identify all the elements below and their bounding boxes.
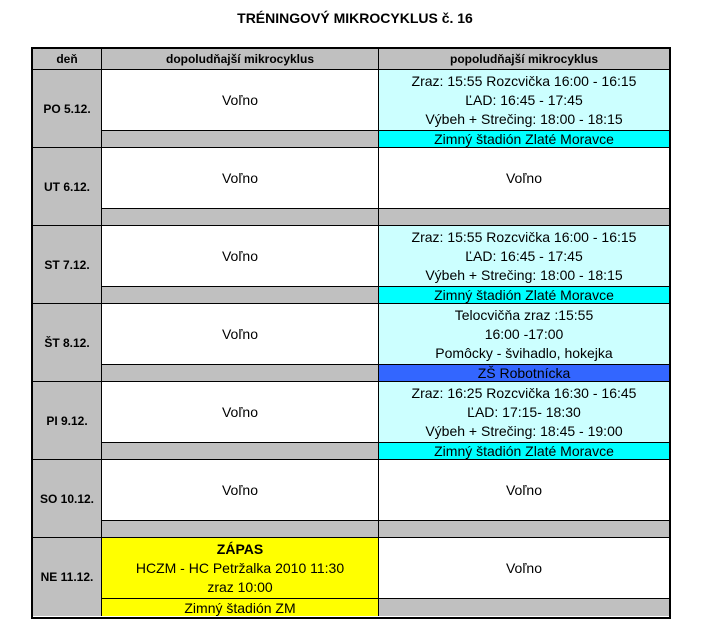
afternoon-line: Zraz: 15:55 Rozcvička 16:00 - 16:15 <box>411 228 637 245</box>
morning-location <box>102 130 379 148</box>
afternoon-line: Pomôcky - švihadlo, hokejka <box>435 344 613 361</box>
afternoon-location <box>379 208 669 226</box>
morning-cell <box>102 538 379 598</box>
afternoon-cell <box>379 148 669 208</box>
afternoon-line: Zraz: 15:55 Rozcvička 16:00 - 16:15 <box>411 72 637 89</box>
morning-cell <box>102 226 379 286</box>
afternoon-location: ZŠ Robotnícka <box>379 364 669 382</box>
afternoon-line: ĽAD: 16:45 - 17:45 <box>465 247 583 264</box>
day-label: PO 5.12. <box>33 70 102 148</box>
header-day: deň <box>33 49 102 70</box>
day-label: SO 10.12. <box>33 460 102 538</box>
page-title: TRÉNINGOVÝ MIKROCYKLUS č. 16 <box>237 10 473 26</box>
afternoon-line: Výbeh + Strečing: 18:45 - 19:00 <box>425 422 623 439</box>
afternoon-cell <box>379 304 669 364</box>
morning-line: HCZM - HC Petržalka 2010 11:30 <box>135 559 345 576</box>
afternoon-line: Voľno <box>505 169 542 186</box>
afternoon-line: Zraz: 16:25 Rozcvička 16:30 - 16:45 <box>411 384 637 401</box>
morning-cell <box>102 304 379 364</box>
afternoon-line: ĽAD: 17:15- 18:30 <box>467 403 581 420</box>
afternoon-line: 16:00 -17:00 <box>484 325 564 342</box>
day-label: UT 6.12. <box>33 148 102 226</box>
schedule-table <box>31 47 671 619</box>
afternoon-location <box>379 520 669 538</box>
morning-cell <box>102 460 379 520</box>
header-afternoon: popoludňajší mikrocyklus <box>379 49 669 70</box>
morning-line: Voľno <box>221 169 258 186</box>
morning-location <box>102 442 379 460</box>
morning-cell <box>102 148 379 208</box>
morning-location <box>102 520 379 538</box>
afternoon-cell <box>379 538 669 598</box>
morning-line: zraz 10:00 <box>207 578 273 595</box>
day-label: ŠT 8.12. <box>33 304 102 382</box>
morning-location <box>102 364 379 382</box>
day-label: PI 9.12. <box>33 382 102 460</box>
match-heading: ZÁPAS <box>216 540 264 557</box>
afternoon-cell <box>379 70 669 130</box>
afternoon-location: Zimný štadión Zlaté Moravce <box>379 442 669 460</box>
morning-location <box>102 208 379 226</box>
afternoon-cell <box>379 382 669 442</box>
afternoon-location <box>379 598 669 616</box>
morning-line: Voľno <box>221 91 258 108</box>
afternoon-location: Zimný štadión Zlaté Moravce <box>379 130 669 148</box>
morning-line: Voľno <box>221 325 258 342</box>
afternoon-line: Výbeh + Strečing: 18:00 - 18:15 <box>425 266 623 283</box>
afternoon-cell <box>379 460 669 520</box>
afternoon-line: Telocvičňa zraz :15:55 <box>454 306 594 323</box>
afternoon-line: Voľno <box>505 481 542 498</box>
header-morning: dopoludňajší mikrocyklus <box>102 49 379 70</box>
morning-line: Voľno <box>221 481 258 498</box>
morning-location <box>102 286 379 304</box>
morning-location: Zimný štadión ZM <box>102 598 379 616</box>
day-label: ST 7.12. <box>33 226 102 304</box>
morning-line: Voľno <box>221 403 258 420</box>
afternoon-cell <box>379 226 669 286</box>
morning-cell <box>102 382 379 442</box>
afternoon-line: ĽAD: 16:45 - 17:45 <box>465 91 583 108</box>
morning-line: Voľno <box>221 247 258 264</box>
afternoon-line: Voľno <box>505 559 542 576</box>
afternoon-line: Výbeh + Strečing: 18:00 - 18:15 <box>425 110 623 127</box>
morning-cell <box>102 70 379 130</box>
afternoon-location: Zimný štadión Zlaté Moravce <box>379 286 669 304</box>
day-label: NE 11.12. <box>33 538 102 616</box>
